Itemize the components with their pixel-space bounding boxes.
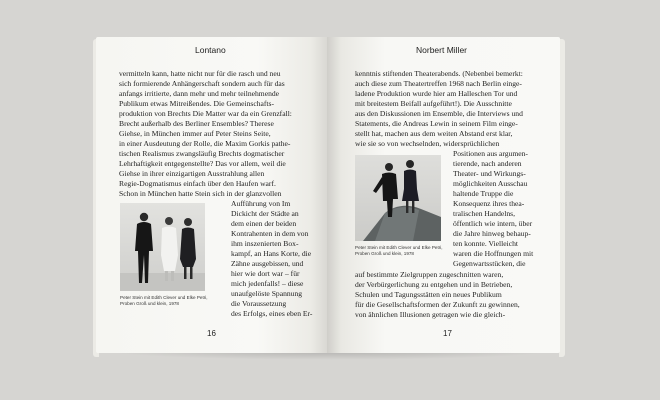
column-line: Positionen aus argumen- (453, 149, 528, 158)
text-line: produktion von Brechts Die Matter war da ein Grenzfall: (119, 109, 292, 118)
column-line: Zähne ausgebissen, und (231, 259, 304, 268)
column-line: waren die Hoffnungen mit (453, 249, 534, 258)
column-line: des Erfolgs, eines eben Er- (231, 309, 313, 318)
photo-caption-left-line: Peter Stein mit Edith Clever und Elke Petri, (120, 295, 208, 300)
text-line: tischen Realismus zwangsläufig Brechts dogmatischer (119, 149, 285, 158)
text-line: Giehse, in München immer auf Peter Steins Seite, (119, 129, 271, 138)
page-number-left: 16 (207, 329, 216, 338)
text-line: Regie-Dogmatismus einfach über den Haufen warf. (119, 179, 276, 188)
text-line: aus den Diskussionen im Ensemble, die Interviews und (355, 109, 523, 118)
text-line: auch diese zum Theatertreffen 1968 nach Berlin einge- (355, 79, 522, 88)
left-page (96, 37, 327, 353)
open-book (96, 37, 562, 355)
rehearsal-figures-illustration (355, 155, 441, 241)
text-line: sich formierende Anhängerschaft sondern auch für das (119, 79, 285, 88)
text-line: wie sie so von wechselnden, widersprüchlichen (355, 139, 500, 148)
text-line: Publikum etwas Mitreißendes. Die Gemeinschafts- (119, 99, 275, 108)
running-head-left: Lontano (195, 45, 226, 55)
text-line: ladene Produktion wurde hier am Halleschen Tor und (355, 89, 518, 98)
column-line: mich jedenfalls! – diese (231, 279, 304, 288)
text-line: vermitteln kann, hatte nicht nur für die rasch und neu (119, 69, 281, 78)
column-line (231, 199, 290, 209)
text-line: Lehrhaftigkeit entgegenstellte? Das vor allem, weil die (119, 159, 286, 168)
right-page (327, 37, 560, 353)
column-line: unaufgelöste Spannung (231, 289, 303, 298)
text-line: für die Gesellschaftsformen der Zukunft zu gewinnen, (355, 300, 520, 309)
photo-caption-right-line: Proben Groß und klein, 1978 (355, 251, 414, 256)
column-line: hier wie dort war – für (231, 269, 300, 278)
column-line: Gegenwartsstücken, die (453, 259, 526, 268)
text-line: stellt hat, machen aus dem weiten Abstand erst klar, (355, 129, 513, 138)
column-line: Konsequenz ihres thea- (453, 199, 525, 208)
text-line: Schon in München hatte Stein sich in der glanzvollen (119, 189, 282, 198)
column-line: ihm inszenierten Box- (231, 239, 299, 248)
text-line: Statements, die Andreas Lewin in seinem Film einge- (355, 119, 518, 128)
column-line: Kontrahenten in dem von (231, 229, 309, 238)
page-number-right: 17 (443, 329, 452, 338)
column-line-text: Aufführung von Im (231, 199, 291, 208)
photo-caption-left-line: Proben Groß und klein, 1978 (120, 301, 179, 306)
column-line: tralischen Handelns, (453, 209, 515, 218)
column-line: dem einen der beiden (231, 219, 297, 228)
text-line: der Verbürgerlichung zu entgehen und in Betrieben, (355, 280, 513, 289)
column-line: ten konnte. Vielleicht (453, 239, 518, 248)
column-line: Theater- und Wirkungs- (453, 169, 526, 178)
column-line: möglichkeiten Ausschau (453, 179, 528, 188)
column-line: haltende Truppe die (453, 189, 514, 198)
running-head-right: Norbert Miller (416, 45, 468, 55)
text-line: in einer Ausdeutung der Rolle, die Maxim Gorkis pathe- (119, 139, 291, 148)
text-line: Schulen und Tagungsstätten ein neues Publikum (355, 290, 502, 299)
text-line: Brecht außerhalb des Berliner Ensembles? Therese (119, 119, 274, 128)
photo-caption-right-line: Peter Stein mit Edith Clever und Elke Petri, (355, 245, 443, 250)
column-line: öffentlich wie intern, über (453, 219, 533, 228)
column-line: kampf, an Hans Korte, die (231, 249, 312, 258)
text-line: anfangs irritierte, dann mehr und mehr teilnehmende (119, 89, 280, 98)
column-line: die Voraussetzung (231, 299, 287, 308)
rehearsal-photo-right (355, 155, 441, 241)
column-line: die Jahre hinweg behaup- (453, 229, 531, 238)
text-line: von ähnlichen Illusionen getragen wie die gleich- (355, 310, 506, 319)
rehearsal-photo-left (120, 203, 205, 291)
text-line: kenntnis stiftenden Theaterabends. (Nebenbei bemerkt: (355, 69, 523, 78)
column-line: Dickicht der Städte an (231, 209, 299, 218)
text-line: auf bestimmte Zielgruppen zugeschnitten waren, (355, 270, 504, 279)
text-line: Giehse in ihrer einzigartigen Ausstrahlung allen (119, 169, 265, 178)
column-line: tierende, nach anderen (453, 159, 522, 168)
rehearsal-figures-illustration (120, 203, 205, 291)
text-line: mit breitestem Beifall aufgeführt!). Die Ausschnitte (355, 99, 512, 108)
